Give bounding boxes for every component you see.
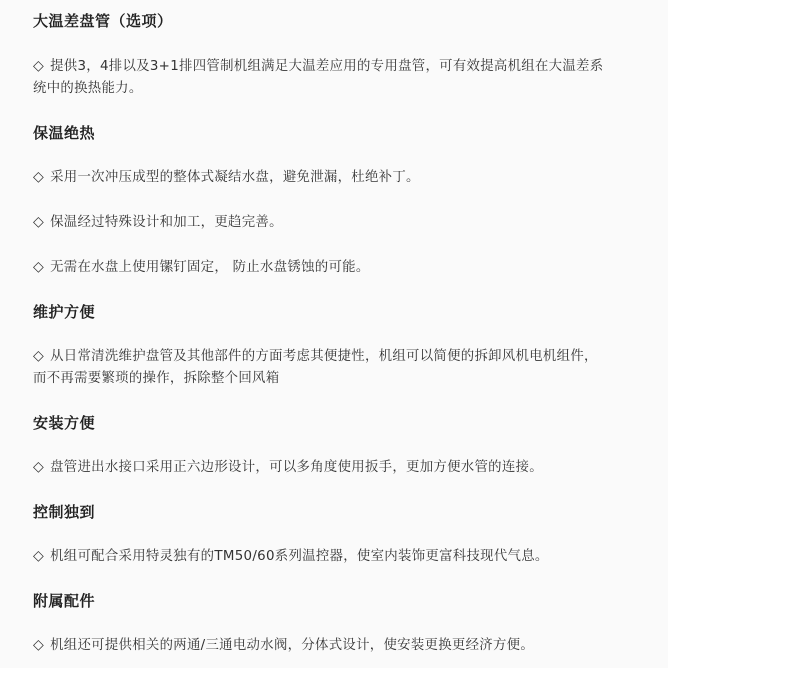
feature-text: 机组可配合采用特灵独有的TM50/60系列温控器，使室内装饰更富科技现代气息。 <box>50 549 549 564</box>
section-title-large-temp-diff-coil: 大温差盘管（选项） <box>33 12 173 30</box>
feature-paragraph <box>33 166 623 189</box>
section-title-easy-installation: 安装方便 <box>33 414 96 432</box>
feature-paragraph <box>33 634 623 657</box>
section-title-accessories: 附属配件 <box>33 592 96 610</box>
feature-text: 盘管进出水接口采用正六边形设计，可以多角度使用扳手，更加方便水管的连接。 <box>50 460 543 475</box>
feature-text: 从日常清洗维护盘管及其他部件的方面考虑其便捷性，机组可以简便的拆卸风机电机组件，而不再需要繁琐的操作，拆除整个回风箱 <box>33 349 598 386</box>
section-title-unique-control: 控制独到 <box>33 503 96 521</box>
diamond-bullet-icon: ◇ <box>33 259 45 275</box>
feature-paragraph <box>33 456 623 479</box>
diamond-bullet-icon: ◇ <box>33 214 45 230</box>
diamond-bullet-icon: ◇ <box>33 348 45 364</box>
diamond-bullet-icon: ◇ <box>33 169 45 185</box>
feature-text: 采用一次冲压成型的整体式凝结水盘，避免泄漏，杜绝补丁。 <box>50 170 420 185</box>
feature-list <box>33 0 623 657</box>
feature-paragraph <box>33 256 623 279</box>
feature-text: 无需在水盘上使用镙钉固定， 防止水盘锈蚀的可能。 <box>50 260 370 275</box>
feature-paragraph <box>33 545 623 568</box>
section-title-easy-maintenance: 维护方便 <box>33 303 96 321</box>
diamond-bullet-icon: ◇ <box>33 58 45 74</box>
feature-text: 保温经过特殊设计和加工，更趋完善。 <box>50 215 283 230</box>
feature-paragraph <box>33 345 608 390</box>
diamond-bullet-icon: ◇ <box>33 637 45 653</box>
section-title-insulation: 保温绝热 <box>33 124 96 142</box>
feature-paragraph <box>33 211 623 234</box>
feature-text: 提供3，4排以及3+1排四管制机组满足大温差应用的专用盘管，可有效提高机组在大温差系统中的换热能力。 <box>33 59 604 96</box>
feature-text: 机组还可提供相关的两通/三通电动水阀，分体式设计，使安装更换更经济方便。 <box>50 638 535 653</box>
diamond-bullet-icon: ◇ <box>33 548 45 564</box>
diamond-bullet-icon: ◇ <box>33 459 45 475</box>
feature-paragraph <box>33 55 608 100</box>
